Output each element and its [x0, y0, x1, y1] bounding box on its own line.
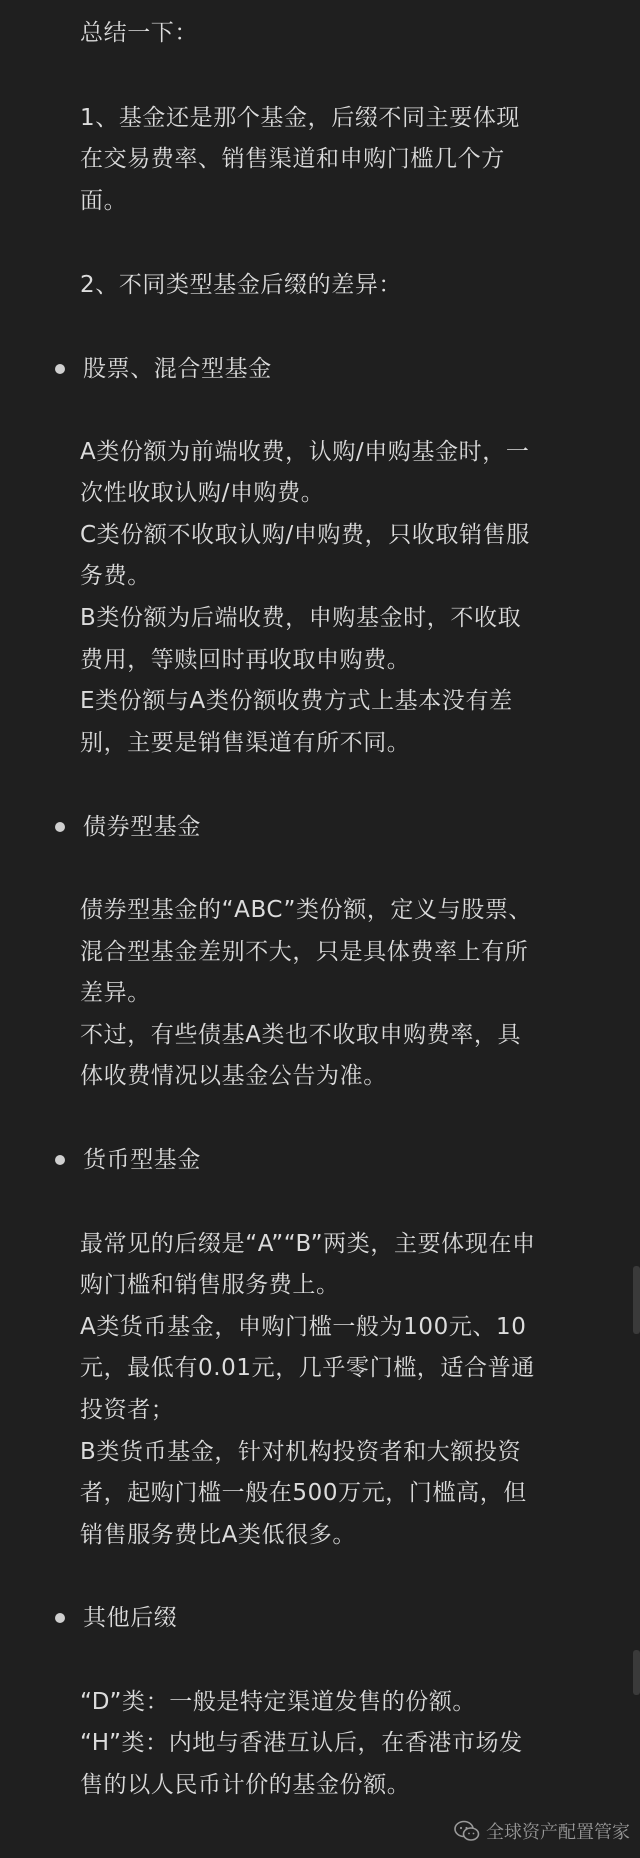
other-suffix-line-1: “D”类：一般是特定渠道发售的份额。 — [80, 1689, 477, 1715]
bullet-other-suffix — [55, 1603, 177, 1633]
stock-fund-line-7: E类份额与A类份额收费方式上基本没有差 — [80, 688, 513, 714]
watermark-text: 全球资产配置管家 — [486, 1822, 630, 1843]
point2-heading: 2、不同类型基金后缀的差异： — [80, 272, 403, 298]
money-fund-line-3: A类货币基金，申购门槛一般为100元、10 — [80, 1314, 527, 1340]
money-fund-title: 货币型基金 — [83, 1147, 201, 1173]
money-fund-line-1: 最常见的后缀是“A”“B”两类，主要体现在申 — [80, 1231, 536, 1257]
summary-heading: 总结一下： — [80, 20, 198, 46]
watermark — [454, 1818, 630, 1844]
point1-line-2: 在交易费率、销售渠道和申购门槛几个方 — [80, 146, 505, 172]
bullet-dot-icon — [55, 1155, 65, 1165]
money-fund-line-7: 者，起购门槛一般在500万元，门槛高，但 — [80, 1480, 527, 1506]
point1-line-3: 面。 — [80, 188, 128, 214]
stock-fund-line-2: 次性收取认购/申购费。 — [80, 480, 325, 506]
stock-fund-line-3: C类份额不收取认购/申购费，只收取销售服 — [80, 522, 530, 548]
bond-fund-line-3: 差异。 — [80, 980, 151, 1006]
other-suffix-line-3: 售的以人民币计价的基金份额。 — [80, 1772, 411, 1798]
scrollbar-thumb[interactable] — [633, 1650, 640, 1695]
money-fund-line-6: B类货币基金，针对机构投资者和大额投资 — [80, 1439, 522, 1465]
bullet-dot-icon — [55, 364, 65, 374]
bond-fund-line-4: 不过，有些债基A类也不收取申购费率，具 — [80, 1022, 522, 1048]
stock-fund-line-4: 务费。 — [80, 563, 151, 589]
scrollbar-thumb[interactable] — [633, 1266, 640, 1334]
stock-fund-title: 股票、混合型基金 — [83, 356, 272, 382]
money-fund-line-5: 投资者； — [80, 1397, 175, 1423]
bond-fund-line-1: 债券型基金的“ABC”类份额，定义与股票、 — [80, 897, 533, 923]
money-fund-line-2: 购门槛和销售服务费上。 — [80, 1272, 340, 1298]
bullet-dot-icon — [55, 1613, 65, 1623]
point1-line-1: 1、基金还是那个基金，后缀不同主要体现 — [80, 105, 521, 131]
bullet-dot-icon — [55, 822, 65, 832]
money-fund-line-4: 元，最低有0.01元，几乎零门槛，适合普通 — [80, 1355, 535, 1381]
bullet-bond-fund — [55, 812, 201, 842]
other-suffix-line-2: “H”类：内地与香港互认后，在香港市场发 — [80, 1730, 523, 1756]
stock-fund-line-1: A类份额为前端收费，认购/申购基金时，一 — [80, 439, 530, 465]
bond-fund-line-2: 混合型基金差别不大，只是具体费率上有所 — [80, 939, 529, 965]
stock-fund-line-8: 别，主要是销售渠道有所不同。 — [80, 730, 411, 756]
wechat-icon — [454, 1820, 480, 1842]
stock-fund-line-6: 费用，等赎回时再收取申购费。 — [80, 647, 411, 673]
money-fund-line-8: 销售服务费比A类低很多。 — [80, 1522, 356, 1548]
bullet-stock-fund — [55, 354, 272, 384]
stock-fund-line-5: B类份额为后端收费，申购基金时，不收取 — [80, 605, 522, 631]
bullet-money-fund — [55, 1145, 201, 1175]
other-suffix-title: 其他后缀 — [83, 1605, 178, 1631]
bond-fund-title: 债券型基金 — [83, 814, 201, 840]
bond-fund-line-5: 体收费情况以基金公告为准。 — [80, 1063, 387, 1089]
